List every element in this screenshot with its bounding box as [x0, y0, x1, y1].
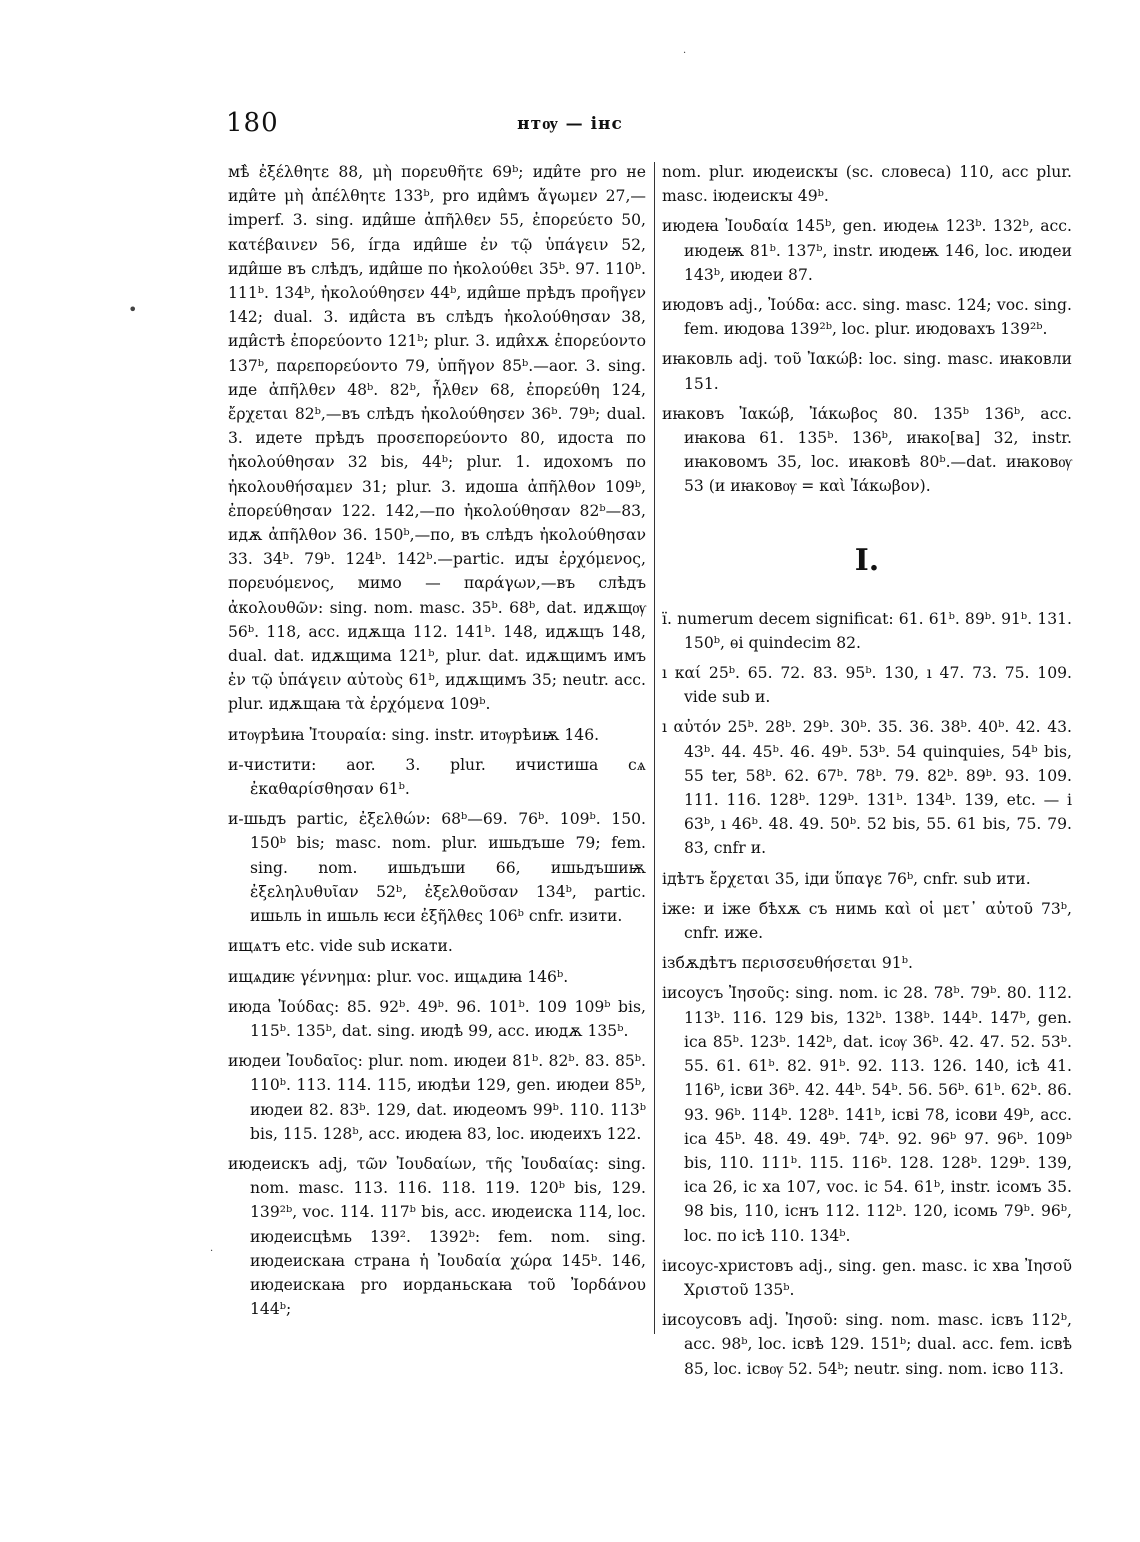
dictionary-entry: и-чистити: aor. 3. plur. ичистиша сѧ ἐκαθαρίσθησαν 61ᵇ. — [228, 755, 646, 799]
dictionary-entry: ізбѫдѣтъ περισσευθήσεται 91ᵇ. — [662, 954, 913, 973]
dictionary-entry: nom. plur. июдеискꙑ (sc. словеса) 110, acc plur. masc. іюдеискꙑ 49ᵇ. — [662, 163, 1072, 206]
dictionary-entry: июда Ἰούδας: 85. 92ᵇ. 49ᵇ. 96. 101ᵇ. 109 109ᵇ bis, 115ᵇ. 135ᵇ, dat. sing. июдѣ 99, acc. июдѫ 135ᵇ. — [228, 997, 646, 1040]
right-column — [662, 160, 1072, 1387]
dictionary-entry: июдеи Ἰουδαῖος: plur. nom. июдеи 81ᵇ. 82ᵇ. 83. 85ᵇ. 110ᵇ. 113. 114. 115, июдѣи 129, gen. июдеи 85ᵇ, июдеи 82. 83ᵇ. 129, dat. июдеомъ 99ᵇ. 110. 113ᵇ bis, 115. 128ᵇ, acc. июдеꙗ 83, loc. июдеихъ 122. — [228, 1052, 646, 1143]
section-heading: I. — [854, 542, 880, 578]
dictionary-entry: іисоус-христовъ adj., sing. gen. masc. іс хва Ἰησοῦ Χριστοῦ 135ᵇ. — [662, 1256, 1072, 1299]
dictionary-entry: іисоусъ Ἰησοῦς: sing. nom. іс 28. 78ᵇ. 79ᵇ. 80. 112. 113ᵇ. 116. 129 bis, 132ᵇ. 138ᵇ. 144ᵇ. 147ᵇ, gen. іса 85ᵇ. 123ᵇ. 142ᵇ, dat. ісѹ 36ᵇ. 42. 47. 52. 53ᵇ. 55. 61. 61ᵇ. 82. 91ᵇ. 92. 113. 126. 140, ісѣ 41. 116ᵇ, ісви 36ᵇ. 42. 44ᵇ. 54ᵇ. 56. 56ᵇ. 61ᵇ. 62ᵇ. 86. 93. 96ᵇ. 114ᵇ. 128ᵇ. 141ᵇ, ісві 78, ісови 49ᵇ, acc. іса 45ᵇ. 48. 49. 49ᵇ. 74ᵇ. 92. 96ᵇ 97. 96ᵇ. 109ᵇ bis, 110. 111ᵇ. 115. 116ᵇ. 128. 128ᵇ. 129ᵇ. 139, іса 26, іс ха 107, voc. іс 54. 61ᵇ, instr. ісомъ 35. 98 bis, 110, існъ 112. 112ᵇ. 120, ісомь 79ᵇ. 96ᵇ, loc. по ісѣ 110. 134ᵇ. — [662, 984, 1072, 1245]
dictionary-entry: ї. numerum decem significat: 61. 61ᵇ. 89ᵇ. 91ᵇ. 131. 150ᵇ, ѳі quindecim 82. — [662, 609, 1072, 652]
page-number: 180 — [226, 108, 279, 138]
dictionary-entry: иꙗковъ Ἰακώβ, Ἰάκωβος 80. 135ᵇ 136ᵇ, acc. иꙗкова 61. 135ᵇ. 136ᵇ, иꙗко[ва] 32, instr. иꙗковомъ 35, loc. иꙗковѣ 80ᵇ.—dat. иꙗковѹ 53 (и иꙗковѹ = καὶ Ἰάκωβον). — [662, 404, 1072, 496]
dictionary-entry: июдеꙗ Ἰουδαία 145ᵇ, gen. июдеѩ 123ᵇ. 132ᵇ, acc. июдеѭ 81ᵇ. 137ᵇ, instr. июдеѭ 146, loc. июдеи 143ᵇ, июдеи 87. — [662, 217, 1072, 284]
dictionary-entry: июдовъ adj., Ἰούδα: acc. sing. masc. 124; voc. sing. fem. июдова 139²ᵇ, loc. plur. июдовахъ 139²ᵇ. — [662, 296, 1072, 339]
scan-speck: · — [210, 1246, 214, 1257]
dictionary-entry: и-шьдъ partic, ἐξελθών: 68ᵇ—69. 76ᵇ. 109ᵇ. 150. 150ᵇ bis; masc. nom. plur. ишьдъше 79; fem. sing. nom. ишьдъши 66, ишьдъшиѭ ἐξεληλυθυῖαν 52ᵇ, ἐξελθοῦσαν 134ᵇ, partic. ишьль in ишьль ѥси ἐξῆλθες 106ᵇ cnfr. изити. — [228, 810, 646, 926]
dictionary-entry: ı καί 25ᵇ. 65. 72. 83. 95ᵇ. 130, ı 47. 73. 75. 109. vide sub и. — [662, 664, 1072, 707]
column-divider — [654, 162, 655, 1334]
dictionary-entry: іже: и іже бѣхѫ съ нимь καὶ οἱ μετ᾿ αὐτοῦ 73ᵇ, cnfr. иже. — [662, 899, 1072, 943]
scan-speck: · — [683, 48, 687, 59]
dictionary-entry: итѹрѣиꙗ Ἰτουραία: sing. instr. итѹрѣиѭ 146. — [228, 725, 600, 744]
dictionary-entry: мѣ̀ ἐξέλθητε 88, μὴ πορευθῆτε 69ᵇ; иди̂те pro не иди̂те μὴ ἀπέλθητε 133ᵇ, pro иди̂мъ ἄγωμεν 27,—imperf. 3. sing. иди̂ше ἀπῆλθεν 55, ἐπορεύετο 50, κατέβαινεν 56, і́гда иди̂ше ἐν τῷ ὑπάγειν 52, иди̂ше въ слѣдъ, иди̂ше по ἠκολούθει 35ᵇ. 97. 110ᵇ. 111ᵇ. 134ᵇ, ἠκολούθησεν 44ᵇ, иди̂ше прѣдъ προῆγεν 142; dual. 3. иди̂ста въ слѣдъ ἠκολούθησαν 38, иди̂стѣ ἐπορεύοντο 121ᵇ; plur. 3. иди̂хѫ ἐπορεύοντο 137ᵇ, παρεπορεύοντο 79, ὑπῆγον 85ᵇ.—aor. 3. sing. иде ἀπῆλθεν 48ᵇ. 82ᵇ, ἦλθεν 68, ἐπορεύθη 124, ἔρχεται 82ᵇ,—въ слѣдъ ἠκολούθησεν 36ᵇ. 79ᵇ; dual. 3. идете прѣдъ προσεπορεύοντο 80, идоста по ἠκολούθησαν 32 bis, 44ᵇ; plur. 1. идохомъ по ἠκολουθήσαμεν 31; plur. 3. идоша ἀπῆλθον 109ᵇ, ἐπορεύθησαν 122. 142,—по ἠκολούθησαν 82ᵇ—83, идѫ ἀπῆλθον 36. 150ᵇ,—по, въ слѣдъ ἠκολούθησαν 33. 34ᵇ. 79ᵇ. 124ᵇ. 142ᵇ.—partic. идꙑ ἐρχόμενος, πορευόμενος, мимо — παράγων,—въ слѣдъ ἀκολουθῶν: sing. nom. masc. 35ᵇ. 68ᵇ, dat. идѫщѹ 56ᵇ. 118, acc. идѫща 112. 141ᵇ. 148, идѫщъ 148, dual. dat. идѫщима 121ᵇ, plur. dat. идѫщимъ имъ ἐν τῷ ὑπάγειν αὐτοὺς 61ᵇ, идѫщимъ 35; neutr. acc. plur. идѫщаꙗ τὰ ἐρχόμενα 109ᵇ. — [228, 163, 646, 714]
running-title: нтѹ — інс — [517, 114, 623, 134]
dictionary-entry: ищѧтъ etc. vide sub искати. — [228, 937, 453, 956]
dictionary-entry: иꙗковль adj. τοῦ Ἰακώβ: loc. sing. masc. иꙗковли 151. — [662, 350, 1072, 393]
scan-speck: • — [128, 300, 138, 319]
left-column — [228, 160, 646, 1327]
dictionary-entry: ідѣтъ ἔρχεται 35, іди ὕπαγε 76ᵇ, cnfr. sub ити. — [662, 869, 1031, 888]
dictionary-entry: ищѧдиѥ γέννημα: plur. voc. ищѧдиꙗ 146ᵇ. — [228, 967, 569, 986]
dictionary-entry: іисоусовъ adj. Ἰησοῦ: sing. nom. masc. ісвъ 112ᵇ, acc. 98ᵇ, loc. ісвѣ 129. 151ᵇ; dual. acc. fem. ісвѣ 85, loc. ісвѹ 52. 54ᵇ; neutr. sing. nom. ісво 113. — [662, 1311, 1072, 1378]
dictionary-entry: июдеискъ adj, τῶν Ἰουδαίων, τῆς Ἰουδαίας: sing. nom. masc. 113. 116. 118. 119. 120ᵇ bis, 129. 139²ᵇ, voc. 114. 117ᵇ bis, acc. июдеиска 114, loc. июдеисцѣмь 139². 1392ᵇ: fem. nom. sing. июдеискаꙗ страна ἡ Ἰουδαία χώρα 145ᵇ. 146, июдеискаꙗ pro иорданьскаꙗ τοῦ Ἰορδάνου 144ᵇ; — [228, 1154, 646, 1319]
dictionary-entry: ı αὐτόν 25ᵇ. 28ᵇ. 29ᵇ. 30ᵇ. 35. 36. 38ᵇ. 40ᵇ. 42. 43. 43ᵇ. 44. 45ᵇ. 46. 49ᵇ. 53ᵇ. 54 quinquies, 54ᵇ bis, 55 ter, 58ᵇ. 62. 67ᵇ. 78ᵇ. 79. 82ᵇ. 89ᵇ. 93. 109. 111. 116. 128ᵇ. 129ᵇ. 131ᵇ. 134ᵇ. 139, etc. — і 63ᵇ, ı 46ᵇ. 48. 49. 50ᵇ. 52 bis, 55. 61 bis, 75. 79. 83, cnfr и. — [662, 718, 1072, 858]
